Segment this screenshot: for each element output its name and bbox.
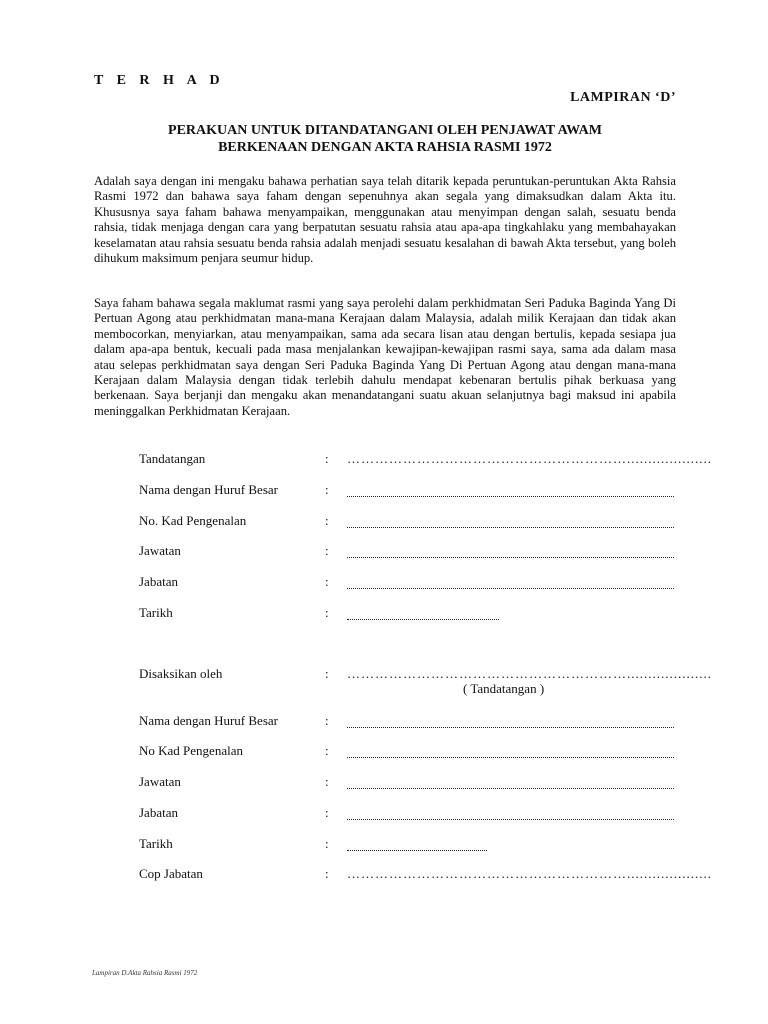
ic-label: No. Kad Pengenalan — [139, 513, 247, 528]
signature-label: Tandatangan — [139, 451, 206, 466]
witness-name-field[interactable] — [347, 727, 674, 728]
page-footer: Lampiran D.Akta Rahsia Rasmi 1972 — [92, 969, 198, 977]
ic-field[interactable] — [347, 527, 674, 528]
name-field[interactable] — [347, 496, 674, 497]
signatory-date-row — [0, 605, 768, 625]
signatory-department-row — [0, 574, 768, 594]
date-label: Tarikh — [139, 605, 173, 620]
department-field[interactable] — [347, 588, 674, 589]
witness-position-field[interactable] — [347, 788, 674, 789]
stamp-row — [0, 866, 768, 886]
name-label: Nama dengan Huruf Besar — [139, 482, 278, 497]
colon: : — [325, 774, 329, 789]
classification-label: T E R H A D — [94, 73, 225, 88]
position-field[interactable] — [347, 557, 674, 558]
witness-signature-row — [0, 666, 768, 686]
colon: : — [325, 713, 329, 728]
colon: : — [325, 805, 329, 820]
signature-caption: ( Tandatangan ) — [463, 681, 545, 696]
witness-ic-field[interactable] — [347, 757, 674, 758]
signatory-position-row — [0, 543, 768, 563]
witness-name-label: Nama dengan Huruf Besar — [139, 713, 278, 728]
witness-department-row — [0, 805, 768, 825]
signature-field[interactable]: …………………………………………………….................... — [347, 451, 712, 466]
witness-department-field[interactable] — [347, 819, 674, 820]
stamp-label: Cop Jabatan — [139, 866, 203, 881]
document-title-line-2: BERKENAAN DENGAN AKTA RAHSIA RASMI 1972 — [218, 140, 552, 155]
stamp-field[interactable]: …………………………………………………….................... — [347, 866, 712, 881]
colon: : — [325, 605, 329, 620]
witness-position-label: Jawatan — [139, 774, 181, 789]
colon: : — [325, 543, 329, 558]
colon: : — [325, 666, 329, 681]
witness-ic-row — [0, 743, 768, 763]
signatory-signature-row — [0, 451, 768, 471]
position-label: Jawatan — [139, 543, 181, 558]
colon: : — [325, 513, 329, 528]
witness-date-field[interactable] — [347, 850, 487, 851]
date-field[interactable] — [347, 619, 499, 620]
witnessed-by-label: Disaksikan oleh — [139, 666, 223, 681]
colon: : — [325, 836, 329, 851]
appendix-label: LAMPIRAN ‘D’ — [570, 90, 676, 105]
department-label: Jabatan — [139, 574, 178, 589]
witness-date-label: Tarikh — [139, 836, 173, 851]
witness-position-row — [0, 774, 768, 794]
witness-date-row — [0, 836, 768, 856]
declaration-paragraph-2: Saya faham bahawa segala maklumat rasmi yang saya perolehi dalam perkhidmatan Seri Paduka Baginda Yang Di Pertuan Agong atau perkhidmatan mana-mana Kerajaan dalam Malaysia, adalah milik Kerajaan dan tidak akan membocorkan, menyiarkan, atau menyampaikan, sama ada secara lisan atau dengan bertulis, kepada sesiapa jua dalam apa-apa bentuk, kecuali pada masa menjalankan kewajipan-kewajipan rasmi saya, sama ada dalam masa atau selepas perkhidmatan saya dengan Seri Paduka Baginda Yang Di Pertuan Agong atau dengan mana-mana Kerajaan dalam Malaysia dengan tidak terlebih dahulu mendapat kebenaran bertulis pihak berkuasa yang berkenaan. Saya berjanji dan mengaku akan menandatangani suatu akuan selanjutnya bagi maksud ini apabila meninggalkan Perkhidmatan Kerajaan. — [94, 296, 676, 418]
document-title-line-1: PERAKUAN UNTUK DITANDATANGANI OLEH PENJAWAT AWAM — [168, 123, 602, 138]
witness-department-label: Jabatan — [139, 805, 178, 820]
colon: : — [325, 743, 329, 758]
colon: : — [325, 482, 329, 497]
witness-ic-label: No Kad Pengenalan — [139, 743, 243, 758]
colon: : — [325, 451, 329, 466]
witness-signature-field[interactable]: …………………………………………………….................... — [347, 666, 712, 681]
signatory-name-row — [0, 482, 768, 502]
witness-name-row — [0, 713, 768, 733]
colon: : — [325, 866, 329, 881]
colon: : — [325, 574, 329, 589]
signatory-ic-row — [0, 513, 768, 533]
declaration-paragraph-1: Adalah saya dengan ini mengaku bahawa perhatian saya telah ditarik kepada peruntukan-peruntukan Akta Rahsia Rasmi 1972 dan bahawa saya faham dengan sepenuhnya akan segala yang dimaksudkan dalam Akta itu. Khususnya saya faham bahawa menyampaikan, menggunakan atau menyimpan dengan salah, sesuatu benda rahsia, tidak menjaga dengan cara yang berpatutan sesuatu rahsia atau apa-apa tingkahlaku yang membahayakan keselamatan atau rahsia sesuatu benda rahsia adalah menjadi sesuatu kesalahan di bawah Akta tersebut, yang boleh dihukum maksimum penjara seumur hidup. — [94, 174, 676, 266]
